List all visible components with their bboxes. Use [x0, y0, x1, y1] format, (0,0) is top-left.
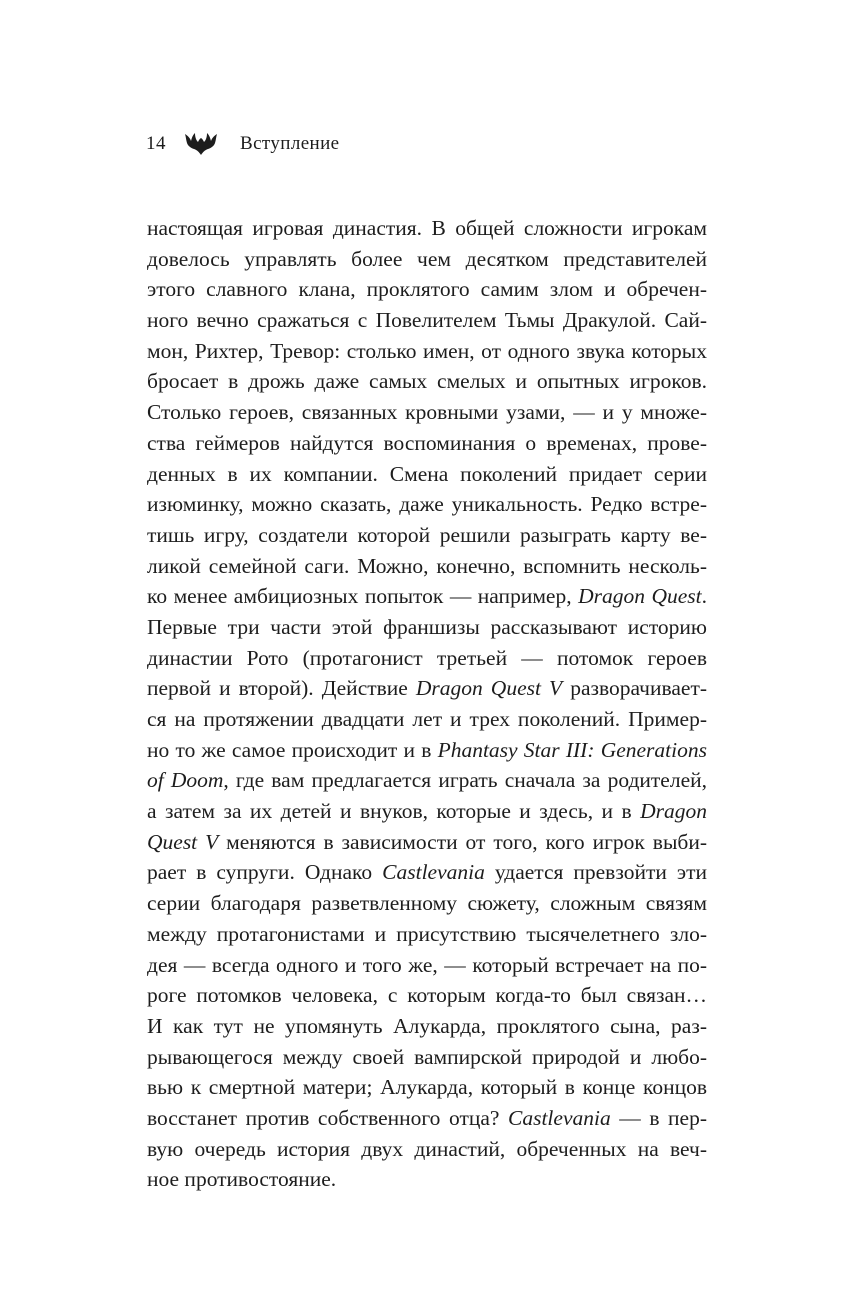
text-segment: . — [701, 584, 707, 609]
text-line — [147, 459, 707, 490]
text-segment: рает в супруги. Однако — [147, 860, 383, 885]
text-segment: а затем за их детей и внуков, которые и здесь, и в — [147, 799, 641, 824]
text-segment: ства геймеров найдутся воспоминания о временах, прове- — [147, 430, 707, 455]
text-line — [147, 551, 707, 582]
text-line — [147, 704, 707, 735]
italic-title: Dragon — [640, 799, 707, 824]
text-segment: разворачивает- — [562, 676, 707, 701]
text-line — [147, 827, 707, 858]
text-line — [147, 1134, 707, 1165]
italic-title: Phantasy Star III: Generations — [437, 737, 707, 762]
text-segment: первой и второй). Действие — [147, 676, 416, 701]
text-segment: вью к смертной матери; Алукарда, который в конце концов — [147, 1075, 707, 1100]
text-line — [147, 489, 707, 520]
running-head — [146, 128, 340, 160]
text-line — [147, 735, 707, 766]
italic-title: Castlevania — [508, 1105, 611, 1130]
text-line — [147, 643, 707, 674]
text-segment: удается превзойти эти — [484, 860, 707, 885]
text-segment: , где вам предлагается играть сначала за родителей, — [223, 768, 707, 793]
text-segment: Первые три части этой франшизы рассказывают историю — [147, 614, 707, 639]
text-segment: между протагонистами и присутствию тысячелетнего зло- — [147, 921, 707, 946]
text-segment: но то же самое происходит и в — [147, 737, 438, 762]
text-segment: вую очередь история двух династий, обреченных на веч- — [147, 1136, 707, 1161]
text-line — [147, 857, 707, 888]
text-line — [147, 366, 707, 397]
text-line — [147, 1011, 707, 1042]
text-segment: Столько героев, связанных кровными узами, — и у множе- — [147, 400, 707, 425]
text-line — [147, 428, 707, 459]
text-segment: династии Рото (протагонист третьей — потомок героев — [147, 645, 707, 670]
text-segment: ное противостояние. — [147, 1167, 337, 1192]
text-segment: дея — всегда одного и того же, — который встречает на по- — [147, 952, 707, 977]
text-line — [147, 612, 707, 643]
text-line — [147, 213, 707, 244]
text-line — [147, 244, 707, 275]
text-line — [147, 581, 707, 612]
italic-title: Quest V — [147, 829, 219, 854]
text-segment: ся на протяжении двадцати лет и трех поколений. Пример- — [147, 707, 707, 731]
text-line — [147, 1072, 707, 1103]
text-line — [147, 1103, 707, 1134]
section-title: Вступление — [240, 133, 340, 154]
text-line — [147, 520, 707, 551]
text-segment: мон, Рихтер, Тревор: столько имен, от одного звука которых — [147, 338, 707, 363]
text-line — [147, 888, 707, 919]
text-line — [147, 765, 707, 796]
text-segment: ного вечно сражаться с Повелителем Тьмы Дракулой. Сай- — [147, 308, 707, 333]
text-segment: бросает в дрожь даже самых смелых и опытных игроков. — [147, 369, 707, 394]
text-segment: этого славного клана, проклятого самим злом и обречен- — [147, 277, 707, 302]
text-segment: тишь игру, создатели которой решили разыграть карту ве- — [147, 522, 707, 547]
text-segment: денных в их компании. Смена поколений придает серии — [147, 461, 707, 486]
text-segment: довелось управлять более чем десятком представителей — [147, 246, 707, 271]
text-segment: серии благодаря разветвленному сюжету, сложным связям — [147, 891, 707, 916]
italic-title: Castlevania — [382, 860, 485, 885]
text-segment: меняются в зависимости от того, кого игрок выби- — [218, 829, 707, 854]
page-number: 14 — [146, 133, 166, 154]
text-line — [147, 1042, 707, 1073]
text-segment: настоящая игровая династия. В общей сложности игрокам — [147, 216, 707, 240]
italic-title: Dragon Quest — [578, 584, 702, 609]
text-line — [147, 673, 707, 704]
text-segment: И как тут не упомянуть Алукарда, проклятого сына, раз- — [147, 1013, 707, 1038]
bat-icon — [184, 131, 218, 157]
text-segment: ликой семейной саги. Можно, конечно, вспомнить несколь- — [147, 553, 707, 578]
text-segment: изюминку, можно сказать, даже уникальность. Редко встре- — [147, 492, 707, 517]
text-segment: рывающегося между своей вампирской природой и любо- — [147, 1044, 707, 1069]
text-line — [147, 274, 707, 305]
body-text — [147, 213, 707, 1195]
text-line — [147, 980, 707, 1011]
text-line — [147, 950, 707, 981]
text-line — [147, 1164, 707, 1195]
italic-title: Dragon Quest V — [415, 676, 563, 701]
text-segment: восстанет против собственного отца? — [147, 1105, 508, 1130]
text-segment: ко менее амбициозных попыток — например, — [147, 584, 579, 609]
text-line — [147, 796, 707, 827]
italic-title: of Doom — [147, 768, 224, 793]
text-segment: — в пер- — [610, 1105, 707, 1130]
text-segment: роге потомков человека, с которым когда-то был связан… — [147, 983, 707, 1008]
text-line — [147, 336, 707, 367]
text-line — [147, 397, 707, 428]
text-line — [147, 305, 707, 336]
text-line — [147, 919, 707, 950]
